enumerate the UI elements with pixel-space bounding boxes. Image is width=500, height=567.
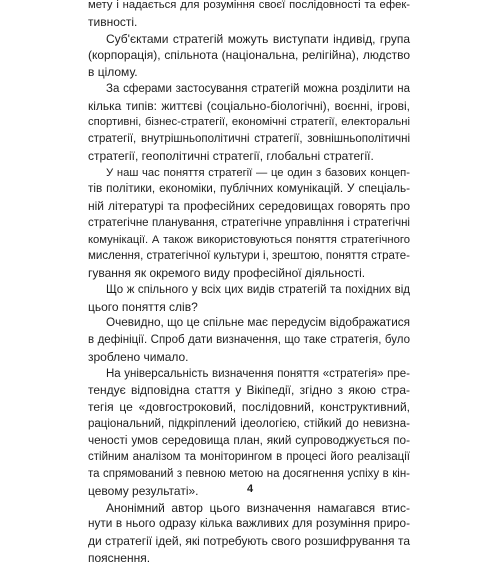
text-line: стратегії, геополітичні стратегії, глобальні стратегії. (88, 148, 374, 163)
text-line: зроблено чимало. (88, 349, 189, 364)
text-line: мету і надається для розуміння своєї послідовності та ефек- (88, 0, 410, 11)
text-line: кілька типів: життєві (соціально-біологічні), воєнні, ігрові, (88, 98, 410, 113)
text-line: мислення, стратегічної культури і, зрештою, поняття страте- (88, 250, 410, 263)
text-line: ній літературі та професійних середовищах говорять про (88, 199, 410, 213)
text-line: нути в нього одразу кілька важливих для розуміння приро- (88, 517, 410, 531)
text-line: спортивні, бізнес-стратегії, економічні стратегії, електоральні (88, 116, 410, 129)
text-line: тендує відповідна стаття у Вікіпедії, згідно з якою стра- (88, 383, 410, 398)
text-line: цевому результаті». (88, 483, 199, 498)
text-line: За сферами застосування стратегій можна розділити на (106, 82, 410, 95)
text-line: ди стратегії ідей, які потребують свого розшифрування та (88, 534, 410, 548)
text-line: (корпорація), спільнота (національна, релігійна), людство (88, 48, 410, 63)
text-line: Що ж спільного у всіх цих видів стратегій та похідних від (106, 283, 410, 296)
text-line: Суб'єктами стратегій можуть виступати індивід, група (106, 31, 410, 46)
text-line: тів політики, економіки, публічних комунікацій. У спеціаль- (88, 182, 410, 196)
text-line: пояснення. (88, 550, 151, 565)
text-line: ченості умов середовища план, який супроводжується по- (88, 433, 410, 447)
text-line: тегія це «довгостроковий, послідовний, конструктивний, (88, 400, 410, 414)
page-number: 4 (246, 483, 254, 495)
text-line: Анонімний автор цього визначення намагався втис- (106, 500, 410, 515)
text-line: в дефініції. Спроб дати визначення, що таке стратегія, було (88, 334, 410, 346)
body-text (88, 0, 410, 567)
text-line: тивності. (88, 14, 138, 29)
text-line: раціональний, підкріплений ідеологією, стійкий до невизна- (88, 417, 410, 430)
text-line: цього поняття слів? (88, 299, 198, 314)
text-line: У наш час поняття стратегії — це один з базових концеп- (106, 166, 410, 179)
text-line: На універсальність визначення поняття «стратегія» пре- (106, 367, 410, 380)
text-line: стійним аналізом та моніторингом в процесі його реалізації (88, 451, 410, 464)
text-line: гування як окремого виду професійної діяльності. (88, 266, 366, 280)
text-line: комунікації. А також використовуються поняття стратегічного (88, 233, 410, 246)
text-line: в цілому. (88, 65, 138, 79)
text-line: стратегічне планування, стратегічне управління і стратегічні (88, 216, 410, 229)
text-line: стратегії, внутрішньополітичні стратегії, зовнішньополітичні (88, 133, 410, 145)
text-line: Очевидно, що це спільне має передусім відображатися (106, 316, 410, 330)
text-line: та спрямований з певною метою на досягнення успіху в кін- (88, 468, 410, 480)
